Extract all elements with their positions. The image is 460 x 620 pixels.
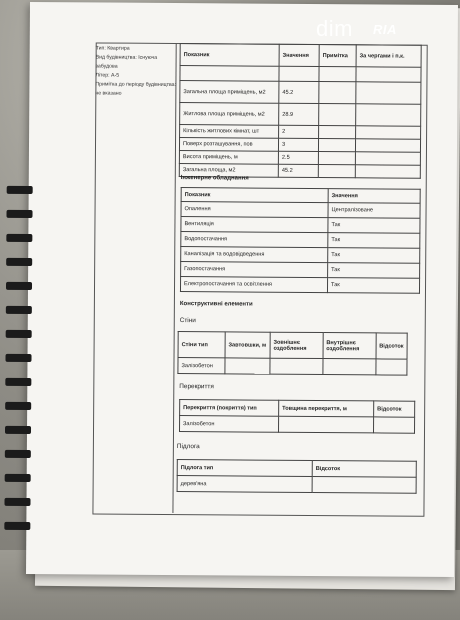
info-period-note: Примітка до періоду будівництва: <box>95 81 177 89</box>
table-cell <box>356 67 421 82</box>
table-cell: Водопостачання <box>181 232 328 248</box>
table-cell <box>312 476 416 493</box>
table-cell: 45.2 <box>278 164 318 177</box>
col-indicator: Показник <box>181 188 328 203</box>
binding-ring <box>4 498 30 506</box>
info-construction-kind-cont: забудова <box>95 63 118 70</box>
table-cell <box>319 126 356 139</box>
col-note: Примітка <box>319 45 356 67</box>
table-cell <box>279 66 319 81</box>
table-cell: Поверх розташування, пов <box>179 138 278 152</box>
binding-ring <box>6 282 32 290</box>
constructive-title: Конструктивні елементи <box>179 301 253 308</box>
table-cell: 28.9 <box>279 103 319 125</box>
table-cell: 45.2 <box>279 81 319 103</box>
col-value: Значення <box>279 44 319 66</box>
document-page <box>26 2 458 577</box>
table-cell <box>319 67 356 82</box>
info-type: Тип: Квартира <box>95 45 130 52</box>
table-cell: Висота приміщень, м <box>179 151 278 165</box>
col-thickness: Завтовшки, м <box>225 332 270 358</box>
table-cell <box>356 82 421 104</box>
binding-ring <box>5 426 31 434</box>
table-cell <box>319 104 356 126</box>
floors-table <box>177 459 417 494</box>
table-cell: Опалення <box>181 202 328 218</box>
table-cell <box>355 165 420 178</box>
table-cell: 2.5 <box>278 151 318 164</box>
col-outer-finish: Зовнішнє оздоблення <box>270 332 323 358</box>
table-cell <box>225 358 270 374</box>
binding-ring <box>6 306 32 314</box>
table-cell <box>355 139 420 152</box>
table-cell <box>318 152 355 165</box>
col-ceiling-thickness: Товщина перекриття, м <box>279 400 374 417</box>
binding-ring <box>7 186 33 194</box>
table-cell: Так <box>328 263 420 279</box>
walls-table <box>177 331 407 376</box>
engineering-title: Інженерне обладнання <box>180 175 249 182</box>
table-cell: Так <box>328 233 420 249</box>
col-percent: Відсоток <box>374 401 415 417</box>
ceilings-title: Перекриття <box>179 383 214 391</box>
info-letter: Літер: А-5 <box>95 72 120 79</box>
table-cell: Загальна площа, м2 <box>179 164 278 178</box>
ceilings-table <box>179 399 415 434</box>
table-cell: Залізобетон <box>178 358 225 374</box>
table-cell: Вентиляція <box>181 217 328 233</box>
table-cell <box>279 416 374 433</box>
binding-ring <box>5 450 31 458</box>
col-percent: Відсоток <box>312 460 416 477</box>
table-cell: Так <box>327 278 419 294</box>
engineering-table <box>180 187 421 294</box>
dimria-logo <box>316 16 422 46</box>
table-cell <box>356 126 421 139</box>
property-info <box>95 44 179 99</box>
binding-ring <box>5 474 31 482</box>
binding-ring <box>5 378 31 386</box>
col-indicator: Показник <box>180 44 279 67</box>
col-inner-finish: Внутрішнє оздоблення <box>323 333 376 359</box>
table-cell <box>319 82 356 104</box>
col-wall-type: Стіни тип <box>178 332 225 358</box>
table-cell: Централізоване <box>328 203 420 219</box>
table-cell: Житлова площа приміщень, м2 <box>180 103 279 126</box>
table-cell: 3 <box>278 138 318 151</box>
table-cell <box>356 104 421 126</box>
table-cell: Залізобетон <box>180 416 279 433</box>
col-ceiling-type: Перекриття (покриття) тип <box>180 400 279 417</box>
table-cell: Загальна площа приміщень, м2 <box>180 81 279 104</box>
table-cell <box>318 139 355 152</box>
table-cell <box>374 417 415 433</box>
walls-title: Стіни <box>179 317 196 325</box>
info-period-value: не вказано <box>95 90 122 98</box>
info-construction-kind: Вид будівництва: Існуюча <box>95 54 158 61</box>
col-percent: Відсоток <box>376 333 408 359</box>
binding-ring <box>5 354 31 362</box>
table-cell: 2 <box>279 125 319 138</box>
table-cell <box>318 165 355 178</box>
binding-ring <box>6 330 32 338</box>
binding-ring <box>6 210 32 218</box>
table-cell: Газопостачання <box>181 262 328 278</box>
col-value: Значення <box>328 189 420 204</box>
col-queue: За чергами і п.к. <box>356 45 421 67</box>
table-cell: дерев'яна <box>177 476 312 493</box>
table-cell <box>376 359 407 375</box>
table-cell: Так <box>328 248 420 264</box>
binding-ring <box>6 234 32 242</box>
binding-ring <box>6 258 32 266</box>
logo-brand: dim <box>316 16 353 41</box>
table-cell: Каналізація та водовідведення <box>181 247 328 263</box>
logo-suffix: RIA <box>373 22 397 37</box>
floors-title: Підлога <box>176 443 200 451</box>
binding-ring <box>5 402 31 410</box>
col-floor-type: Підлога тип <box>177 460 312 477</box>
table-cell <box>323 359 376 375</box>
table-cell <box>180 66 279 82</box>
table-cell <box>355 152 420 165</box>
characteristics-table <box>179 43 422 182</box>
table-cell: Кількість житлових кімнат, шт <box>180 125 279 139</box>
table-cell: Електропостачання та освітлення <box>180 277 327 293</box>
binding-ring <box>4 522 30 530</box>
table-cell: Так <box>328 218 420 234</box>
table-cell <box>270 358 323 374</box>
